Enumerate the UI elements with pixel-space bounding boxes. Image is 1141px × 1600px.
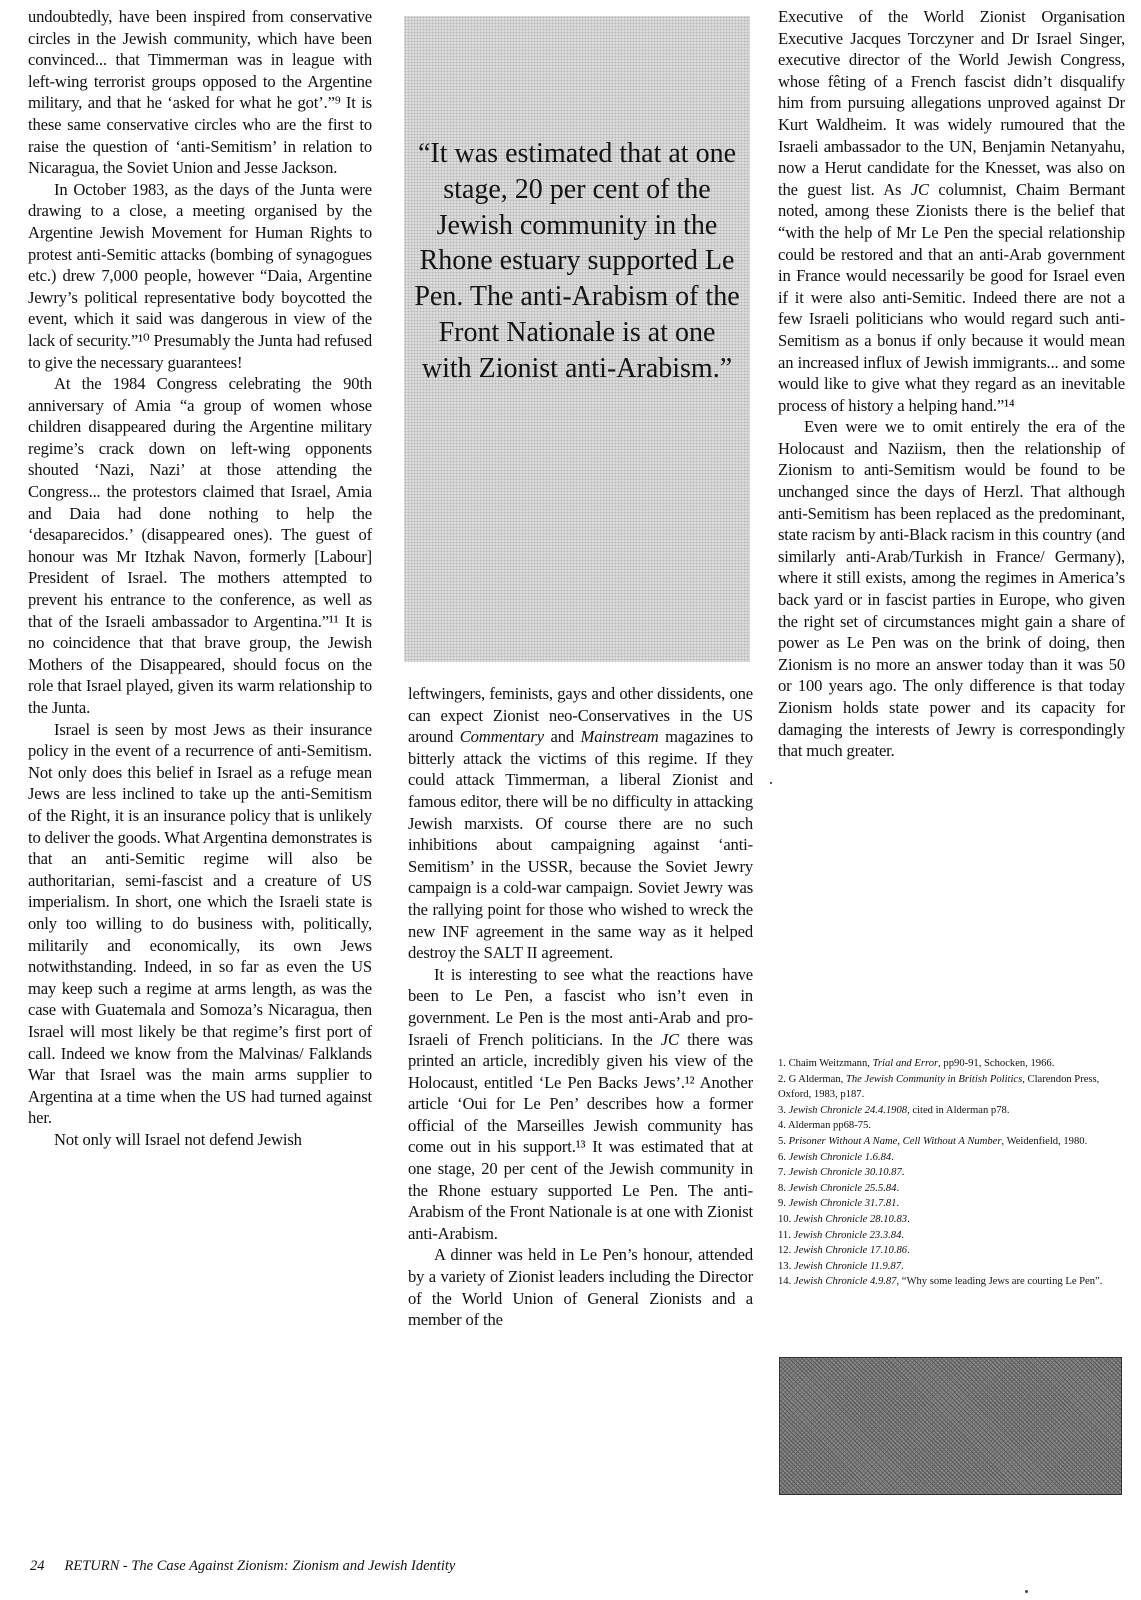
footnote-6-title: Jewish Chronicle 1.6.84: [788, 1151, 892, 1163]
col1-paragraph-4: Israel is seen by most Jews as their insurance policy in the event of a recurrence of anti-Semitism. Not only does this belief in Israel as a refuge mean Jews are less inclined to take up the anti-Semitism of the Right, it is an insurance policy that is unlikely to deliver the goods. What Argentina demonstrates is that an anti-Semitic regime will also be authoritarian, semi-fascist and a creature of US imperialism. In short, one which the Israeli state is only too willing to do business with, politically, militarily and economically, its own Jews notwithstanding. Indeed, in so far as even the US may keep such a regime at arms length, as was the case with Guatemala and Somoza’s Nicaragua, then Israel will most likely be that regime’s first port of call. Indeed we know from the Malvinas/ Falklands War that Israel was the main arms supplier to Argentina at a time when the US had turned against her.: [28, 719, 372, 1128]
footnote-13-title: Jewish Chronicle 11.9.87: [793, 1260, 901, 1272]
col1-paragraph-2: In October 1983, as the days of the Junta were drawing to a close, a meeting organised by the Argentine Jewish Movement for Human Rights to protest anti-Semitic attacks (bombing of synagogues etc.) drew 7,000 people, however “Daia, Argentine Jewry’s political representative body boycotted the event, which it said was dangerous in view of the lack of security.”¹⁰ Presumably the Junta had refused to give the necessary guarantees!: [28, 179, 372, 372]
footnote-10-text: 10.: [778, 1213, 794, 1225]
footnote-8: [778, 1181, 1128, 1197]
footnote-12-end: .: [907, 1245, 910, 1257]
footnote-12: [778, 1243, 1128, 1259]
footnote-12-text: 12.: [778, 1245, 794, 1257]
col3-p1-text-a: Executive of the World Zionist Organisation Executive Jacques Torczyner and Dr Israel Singer, executive director of the World Jewish Congress, whose fêting of a French fascist didn’t disqualify him from pursuing allegations unproved against Dr Kurt Waldheim. It was widely rumoured that the Israeli ambassador to the UN, Benjamin Netanyahu, now a Herut candidate for the Knesset, was also on the guest list. As: [778, 7, 1125, 199]
footnote-2: [778, 1072, 1128, 1103]
footnote-14: [778, 1274, 1128, 1290]
footnote-5: [778, 1134, 1128, 1150]
footnote-6-text: 6.: [778, 1151, 789, 1163]
footnote-8-title: Jewish Chronicle 25.5.84: [788, 1182, 897, 1194]
footnote-13: [778, 1259, 1128, 1275]
footnote-5-title: Prisoner Without A Name, Cell Without A Number: [788, 1135, 1002, 1147]
col2-p2-text-a: It is interesting to see what the reactions have been to Le Pen, a fascist who isn’t even in government. Le Pen is the most anti-Arab and pro-Israeli of French politicians. In the: [408, 964, 753, 1049]
footnote-5-source: , Weidenfield, 1980.: [1001, 1135, 1088, 1147]
footnote-4: 4. Alderman pp68-75.: [778, 1120, 871, 1132]
footnote-2-text: 2. G Alderman,: [778, 1073, 846, 1085]
footnote-7-text: 7.: [778, 1167, 789, 1179]
footnote-9-title: Jewish Chronicle 31.7.81: [788, 1198, 897, 1210]
column-2: [408, 683, 753, 1331]
col2-paragraph-2: [408, 964, 753, 1245]
footnote-6: [778, 1150, 1128, 1166]
pull-quote-text: “It was estimated that at one stage, 20 per cent of the Jewish community in the Rhone estuary supported Le Pen. The anti-Arabism of the Front Nationale is at one with Zionist anti-Arabism.”: [414, 138, 740, 384]
col3-p1-text-b: columnist, Chaim Bermant noted, among these Zionists there is the belief that “with the help of Mr Le Pen the special relationship could be restored and that an anti-Arab government in France would necessarily be good for Israel even if it were also anti-Semitic. Indeed there are not a few Israeli politicians who would regard such anti-Semitism as a bonus if only because it would mean an increased influx of Jewish immigrants... and some would like to give what they regard as an inevitable process of history a helping hand.”¹⁴: [778, 179, 1125, 415]
col3-paragraph-2: Even were we to omit entirely the era of the Holocaust and Naziism, then the relationship of Zionism to anti-Semitism would be found to be unchanged since the days of Herzl. That although anti-Semitism has been replaced as the predominant, state racism by anti-Black racism in this country (and similarly anti-Arab/Turkish in France/ Germany), where it still exists, among the regimes in America’s back yard or in fascist parties in Europe, who given the right set of circumstances might gain a share of power as Le Pen was on the brink of doing, then Zionism is no more an answer today than it was 50 or 100 years ago. The only difference is that today Zionism holds state power and its capacity for damaging the interests of Jewry is correspondingly that much greater.: [778, 417, 1125, 761]
footnote-3-source: , cited in Alderman p78.: [907, 1104, 1010, 1116]
stray-mark: [770, 782, 772, 784]
footnote-3: [778, 1103, 1128, 1119]
col1-paragraph-1: undoubtedly, have been inspired from conservative circles in the Jewish community, which have been convinced... that Timmerman was in league with left-wing terrorist groups opposed to the Argentine military, and that he ‘asked for what he got’.”⁹ It is these same conservative circles who are the first to raise the question of ‘anti-Semitism’ in relation to Nicaragua, the Soviet Union and Jesse Jackson.: [28, 7, 372, 178]
footnote-7-end: .: [901, 1167, 905, 1179]
column-1: [28, 6, 372, 1150]
footnote-7: [778, 1165, 1128, 1181]
col2-paragraph-1: [408, 683, 753, 964]
footnote-8-end: .: [896, 1182, 900, 1194]
page-footer: [30, 1558, 455, 1575]
pull-quote-box: [404, 16, 750, 662]
jc-abbrev: JC: [660, 1029, 679, 1049]
footnote-2-source: , Clarendon Press, Oxford, 1983, p187.: [778, 1073, 1100, 1101]
corner-mark: [1025, 1590, 1028, 1593]
footnote-2-title: The Jewish Community in British Politics: [845, 1073, 1023, 1085]
column-3: [778, 6, 1125, 762]
footnote-12-title: Jewish Chronicle 17.10.86: [793, 1245, 908, 1257]
footnote-14-text: 14.: [778, 1276, 794, 1288]
col2-p1-text-c: magazines to bitterly attack the victims of this regime. If they could attack Timmerman, a liberal Zionist and famous editor, there will be no difficulty in attacking Jewish marxists. Of course there are no such inhibitions about campaigning against ‘anti-Semitism’ in the USSR, because the Soviet Jewry campaign is a cold-war campaign. Soviet Jewry was the rallying point for those who wished to wreck the new INF agreement in the same way as it helped destroy the SALT II agreement.: [408, 727, 753, 963]
footnote-11: [778, 1228, 1128, 1244]
footnote-10-title: Jewish Chronicle 28.10.83: [793, 1213, 908, 1225]
col2-p2-text-b: there was printed an article, incredibly given his view of the Holocaust, entitled ‘Le Pen Backs Jews’.¹² Another article ‘Oui for Le Pen’ describes how a former official of the Marseilles Jewish community has come out in his support.¹³ It was estimated that at one stage, 20 per cent of the Jewish community in the Rhone estuary supported Le Pen. The anti-Arabism of the Front Nationale is at one with Zionist anti-Arabism.: [408, 1029, 753, 1243]
footnote-3-text: 3.: [778, 1104, 789, 1116]
footnote-11-title: Jewish Chronicle 23.3.84: [793, 1229, 902, 1241]
magazine-commentary: Commentary: [459, 727, 544, 747]
footnote-13-end: .: [901, 1260, 904, 1272]
footnote-1-title: Trial and Error: [872, 1058, 939, 1069]
footnote-11-text: 11.: [778, 1229, 794, 1241]
footnote-14-end: , “Why some leading Jews are courting Le Pen”.: [896, 1276, 1103, 1288]
col1-paragraph-3: At the 1984 Congress celebrating the 90th anniversary of Amia “a group of women whose children disappeared during the Argentine military regime’s crack down on left-wing opponents shouted ‘Nazi, Nazi’ at those attending the Congress... the protestors claimed that Israel, Amia and Daia had done nothing to help the ‘desaparecidos.’ (disappeared ones). The guest of honour was Mr Itzhak Navon, formerly [Labour] President of Israel. The mothers attempted to prevent his entrance to the conference, as well as that of the Israeli ambassador to Argentina.”¹¹ It is no coincidence that that brave group, the Jewish Mothers of the Disappeared, should focus on the role that Israel played, given its warm relationship to the Junta.: [28, 374, 372, 717]
footnote-1-source: , pp90-91, Schocken, 1966.: [938, 1058, 1055, 1069]
footnote-8-text: 8.: [778, 1182, 789, 1194]
footnote-11-end: .: [901, 1229, 905, 1241]
col1-paragraph-5: Not only will Israel not defend Jewish: [54, 1129, 302, 1149]
halftone-box: [779, 1357, 1122, 1495]
footnotes: [778, 1056, 1128, 1290]
footnote-10-end: .: [907, 1213, 910, 1225]
footnote-14-title: Jewish Chronicle 4.9.87: [793, 1276, 897, 1288]
col2-p1-text-a: leftwingers, feminists, gays and other dissidents, one can expect Zionist neo-Conservatives in the US around: [408, 684, 753, 747]
footnote-10: [778, 1212, 1128, 1228]
footnote-13-text: 13.: [778, 1260, 794, 1272]
col2-paragraph-3: A dinner was held in Le Pen’s honour, attended by a variety of Zionist leaders including the Director of the World Union of General Zionists and a member of the: [408, 1245, 753, 1330]
footnote-7-title: Jewish Chronicle 30.10.87: [788, 1167, 902, 1179]
magazine-mainstream: Mainstream: [580, 727, 659, 747]
footnote-1-text: 1. Chaim Weitzmann,: [778, 1058, 873, 1069]
footnote-9-end: .: [896, 1198, 900, 1210]
footnote-9: [778, 1196, 1128, 1212]
col2-p1-text-b: and: [543, 727, 581, 747]
footnote-3-title: Jewish Chronicle 24.4.1908: [788, 1104, 908, 1116]
footnote-1: [778, 1056, 1128, 1072]
col3-paragraph-1: [778, 6, 1125, 416]
page-number: 24: [30, 1558, 45, 1574]
footnote-5-text: 5.: [778, 1135, 789, 1147]
footnote-6-end: .: [891, 1151, 894, 1163]
jc-abbrev: JC: [910, 179, 929, 199]
footnote-9-text: 9.: [778, 1198, 789, 1210]
publication-title: RETURN - The Case Against Zionism: Zionism and Jewish Identity: [64, 1558, 456, 1574]
